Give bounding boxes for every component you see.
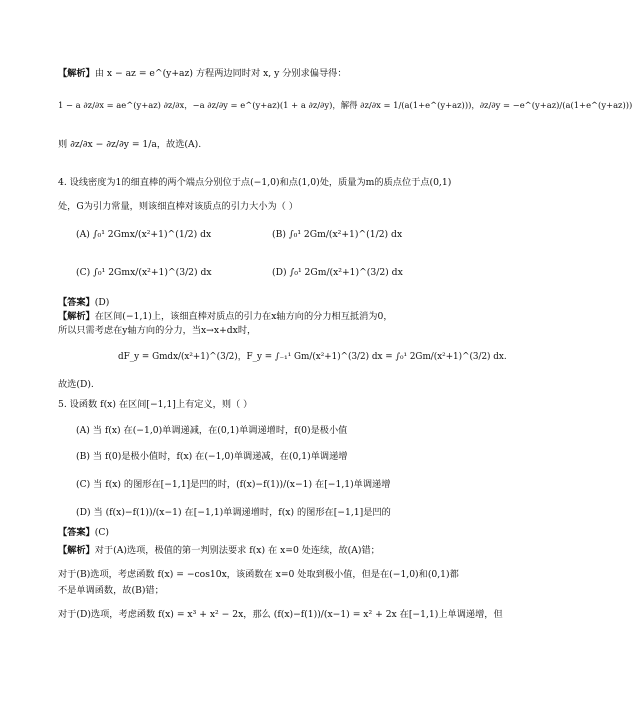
q5-solution-line2: 对于(B)选项，考虑函数 f(x) = −cos10x，该函数在 x=0 处取到极小值，但是在(−1,0)和(0,1)都 (58, 569, 459, 580)
q4-stem-line2: 处，G为引力常量，则该细直棒对该质点的引力大小为（ ） (58, 201, 298, 212)
q4-option-a: (A) ∫₀¹ 2Gmx/(x²+1)^(1/2) dx (76, 229, 212, 240)
q5-option-b: (B) 当 f(0)是极小值时，f(x) 在(−1,0)单调递减，在(0,1)单调递增 (76, 451, 348, 462)
sol1-eq1: 1 − a ∂z/∂x = ae^(y+az) ∂z/∂x，−a ∂z/∂y = e^(y+az)(1 + a ∂z/∂y)，解得 ∂z/∂x = 1/(a(1+e^(y+az)))，∂z/∂y = −e^(y+az)/(a(1+e^(y+az))) (58, 100, 632, 110)
q5-stem: 5. 设函数 f(x) 在区间[−1,1]上有定义，则（ ） (58, 399, 253, 410)
q4-stem-line1: 4. 设线密度为1的细直棒的两个端点分别位于点(−1,0)和点(1,0)处，质量为m的质点位于点(0,1) (58, 177, 452, 188)
q4-option-d: (D) ∫₀¹ 2Gm/(x²+1)^(3/2) dx (272, 267, 403, 278)
q5-solution-line4: 对于(D)选项，考虑函数 f(x) = x³ + x² − 2x，那么 (f(x)−f(1))/(x−1) = x² + 2x 在[−1,1)上单调递增，但 (58, 609, 503, 620)
q5-solution-line1: 【解析】对于(A)选项，极值的第一判别法要求 f(x) 在 x=0 处连续，故(A)错； (58, 545, 380, 556)
q4-solution-line1: 【解析】在区间(−1,1)上，该细直棒对质点的引力在x轴方向的分力相互抵消为0， (58, 311, 393, 322)
q4-answer: 【答案】(D) (58, 297, 110, 308)
sol1-intro: 【解析】由 x − az = e^(y+az) 方程两边同时对 x, y 分别求偏导得： (58, 68, 347, 79)
q4-conclusion: 故选(D). (58, 379, 94, 390)
q4-option-c: (C) ∫₀¹ 2Gmx/(x²+1)^(3/2) dx (76, 267, 212, 278)
q5-solution-line3: 不是单调函数，故(B)错； (58, 585, 164, 596)
q5-answer: 【答案】(C) (58, 527, 109, 538)
sol1-eq2: 则 ∂z/∂x − ∂z/∂y = 1/a，故选(A). (58, 139, 202, 150)
q5-option-a: (A) 当 f(x) 在(−1,0)单调递减，在(0,1)单调递增时，f(0)是极小值 (76, 425, 348, 436)
q5-option-d: (D) 当 (f(x)−f(1))/(x−1) 在[−1,1)单调递增时，f(x) 的图形在[−1,1]是凹的 (76, 507, 391, 518)
q5-option-c: (C) 当 f(x) 的图形在[−1,1]是凹的时，(f(x)−f(1))/(x−1) 在[−1,1)单调递增 (76, 479, 391, 490)
q4-solution-line2: 所以只需考虑在y轴方向的分力，当x→x+dx时， (58, 325, 257, 336)
q4-option-b: (B) ∫₀¹ 2Gm/(x²+1)^(1/2) dx (272, 229, 403, 240)
q4-solution-equation: dF_y = Gmdx/(x²+1)^(3/2)，F_y = ∫₋₁¹ Gm/(x²+1)^(3/2) dx = ∫₀¹ 2Gm/(x²+1)^(3/2) dx. (118, 352, 507, 362)
